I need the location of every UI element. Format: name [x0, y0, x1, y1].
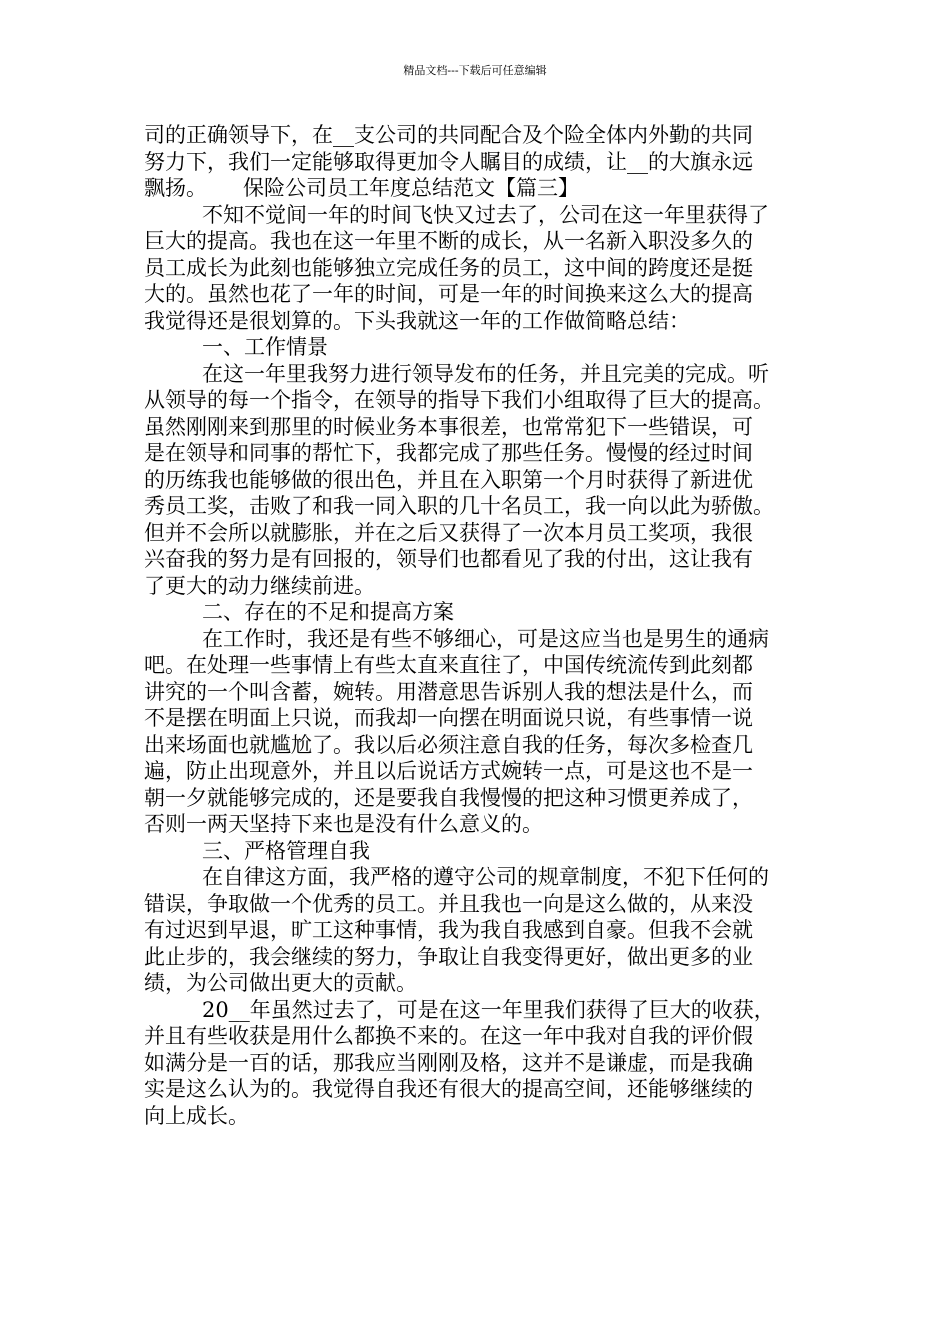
text-line [144, 997, 816, 1024]
text-line [144, 546, 816, 573]
line-text: 员工成长为此刻也能够独立完成任务的员工，这中间的跨度还是挺 [144, 255, 753, 280]
line-text: 虽然刚刚来到那里的时候业务本事很差，也常常犯下一些错误，可 [144, 414, 753, 439]
text-line [144, 175, 816, 202]
line-text: 兴奋我的努力是有回报的，领导们也都看见了我的付出，这让我有 [144, 547, 753, 571]
text-line [144, 440, 816, 467]
line-text: 20__年虽然过去了，可是在这一年里我们获得了巨大的收获， [202, 997, 775, 1022]
text-line [144, 493, 816, 520]
line-text: 在自律这方面，我严格的遵守公司的规章制度，不犯下任何的 [202, 865, 769, 889]
text-line [144, 864, 816, 891]
text-line [144, 944, 816, 971]
text-line [144, 785, 816, 812]
line-text: 但并不会所以就膨胀，并在之后又获得了一次本月员工奖项，我很 [144, 520, 753, 545]
line-text: 实是这么认为的。我觉得自我还有很大的提高空间，还能够继续的 [144, 1077, 753, 1101]
text-line [144, 758, 816, 785]
line-text: 的历练我也能够做的很出色，并且在入职第一个月时获得了新进优 [144, 467, 753, 492]
line-text: 不是摆在明面上只说，而我却一向摆在明面说只说，有些事情一说 [144, 706, 753, 730]
line-text: 有过迟到早退，旷工这种事情，我为我自我感到自豪。但我不会就 [144, 918, 753, 942]
section-heading [144, 599, 816, 626]
text-line [144, 705, 816, 732]
line-text: 如满分是一百的话，那我应当刚刚及格，这并不是谦虚，而是我确 [144, 1050, 753, 1075]
section-heading [144, 838, 816, 865]
line-text: 飘扬。 [144, 176, 207, 200]
line-text: 在工作时，我还是有些不够细心，可是这应当也是男生的通病 [202, 626, 769, 651]
line-text: 从领导的每一个指令，在领导的指导下我们小组取得了巨大的提高。 [144, 388, 774, 412]
text-line [144, 202, 816, 229]
line-text: 绩，为公司做出更大的贡献。 [144, 971, 417, 995]
line-text: 我觉得还是很划算的。下头我就这一年的工作做简略总结： [144, 308, 690, 333]
text-line [144, 811, 816, 838]
section-heading [144, 334, 816, 361]
line-text: 出来场面也就尴尬了。我以后必须注意自我的任务，每次多检查几 [144, 732, 753, 757]
line-text: 是在领导和同事的帮忙下，我都完成了那些任务。慢慢的经过时间 [144, 441, 753, 465]
line-text: 朝一夕就能够完成的，还是要我自我慢慢的把这种习惯更养成了， [144, 785, 753, 810]
text-line [144, 679, 816, 706]
line-text: 在这一年里我努力进行领导发布的任务，并且完美的完成。听 [202, 361, 769, 386]
text-line [144, 1023, 816, 1050]
line-text: 吧。在处理一些事情上有些太直来直往了，中国传统流传到此刻都 [144, 653, 753, 677]
line-text: 不知不觉间一年的时间飞快又过去了，公司在这一年里获得了 [202, 202, 769, 227]
text-line [144, 1076, 816, 1103]
line-text: 司的正确领导下，在__支公司的共同配合及个险全体内外勤的共同 [144, 123, 753, 147]
text-line [144, 626, 816, 653]
line-text: 遍，防止出现意外，并且以后说话方式婉转一点，可是这也不是一 [144, 759, 753, 783]
text-line [144, 467, 816, 494]
text-line [144, 228, 816, 255]
line-text: 大的。虽然也花了一年的时间，可是一年的时间换来这么大的提高 [144, 282, 753, 306]
text-line [144, 149, 816, 176]
text-line [144, 255, 816, 282]
line-text: 一、工作情景 [202, 335, 328, 359]
text-line [144, 414, 816, 441]
line-text: 三、严格管理自我 [202, 838, 370, 863]
page-header: 精品文档---下载后可任意编辑 [403, 64, 547, 77]
text-line [144, 652, 816, 679]
text-line [144, 520, 816, 547]
line-text: 向上成长。 [144, 1103, 249, 1128]
line-text: 努力下，我们一定能够取得更加令人瞩目的成绩，让__的大旗永远 [144, 149, 753, 174]
text-line [144, 122, 816, 149]
line-text: 讲究的一个叫含蓄，婉转。用潜意思告诉别人我的想法是什么，而 [144, 679, 753, 704]
text-line [144, 970, 816, 997]
document-body [144, 122, 816, 1129]
line-text: 否则一两天坚持下来也是没有什么意义的。 [144, 812, 543, 836]
line-text: 巨大的提高。我也在这一年里不断的成长，从一名新入职没多久的 [144, 229, 753, 253]
line-text: 秀员工奖，击败了和我一同入职的几十名员工，我一向以此为骄傲。 [144, 494, 774, 518]
text-line [144, 891, 816, 918]
line-text: 错误，争取做一个优秀的员工。并且我也一向是这么做的，从来没 [144, 891, 753, 916]
line-text: 并且有些收获是用什么都换不来的。在这一年中我对自我的评价假 [144, 1024, 753, 1048]
text-line [144, 361, 816, 388]
text-line [144, 1050, 816, 1077]
text-line [144, 387, 816, 414]
line-text: 了更大的动力继续前进。 [144, 573, 375, 598]
text-line [144, 917, 816, 944]
line-text: 此止步的，我会继续的努力，争取让自我变得更好，做出更多的业 [144, 944, 753, 969]
section-title: 保险公司员工年度总结范文【篇三】 [243, 176, 579, 200]
text-line [144, 573, 816, 600]
line-text: 二、存在的不足和提高方案 [202, 600, 454, 624]
text-line [144, 281, 816, 308]
text-line [144, 1103, 816, 1130]
text-line [144, 732, 816, 759]
text-line [144, 308, 816, 335]
